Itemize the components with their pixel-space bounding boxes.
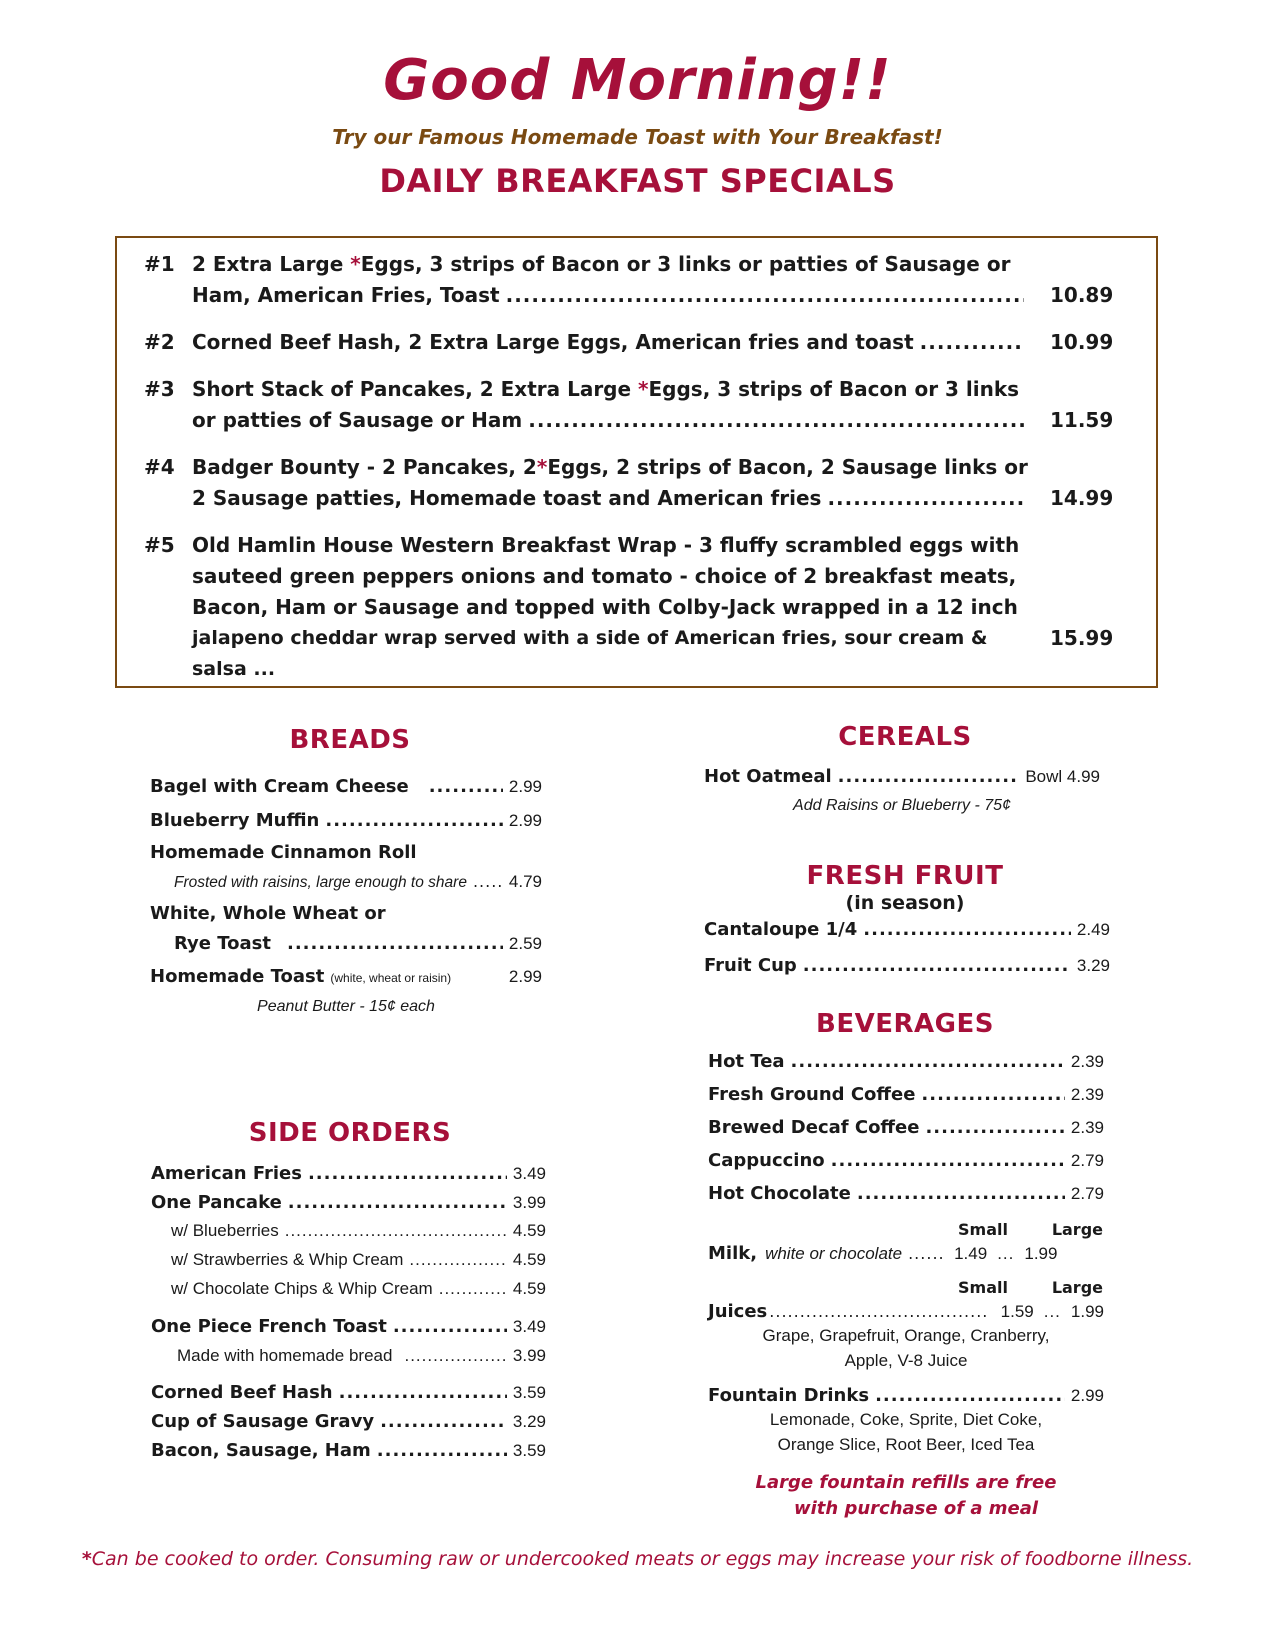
fountain-list: Lemonade, Coke, Sprite, Diet Coke, [769, 1410, 1043, 1429]
special-text: Badger Bounty - 2 Pancakes, 2*Eggs, 2 strips of Bacon, 2 Sausage links or [192, 455, 1028, 479]
special-text: or patties of Sausage or Ham [192, 408, 523, 432]
item-name: Cup of Sausage Gravy [151, 1411, 375, 1432]
item-name: Brewed Decaf Coffee [708, 1117, 920, 1138]
item-name: Fruit Cup [704, 955, 797, 976]
item-name: One Piece French Toast [151, 1316, 387, 1337]
menu-item [174, 933, 542, 954]
item-price: 4.59 [512, 1279, 546, 1298]
special-number: #5 [144, 533, 175, 557]
item-price: 2.99 [508, 967, 542, 986]
item-price: 4.79 [508, 872, 542, 891]
item-price: 2.39 [1070, 1118, 1104, 1137]
item-name: Corned Beef Hash [151, 1382, 333, 1403]
special-number: #1 [144, 252, 175, 276]
menu-item [150, 966, 542, 987]
item-price: 2.99 [508, 777, 542, 796]
item-price: 3.99 [512, 1193, 546, 1212]
refill-note: with purchase of a meal [793, 1498, 1039, 1519]
special-price: 10.89 [1050, 283, 1114, 307]
menu-item [171, 1279, 546, 1299]
item-price: 3.59 [512, 1383, 546, 1402]
special-text: jalapeno cheddar wrap served with a side of American fries, sour cream & salsa ... [192, 627, 988, 680]
size-header: Small Large [958, 1220, 1103, 1239]
page-subtitle: Try our Famous Homemade Toast with Your Breakfast! [332, 125, 943, 149]
item-name: Hot Tea [708, 1051, 785, 1072]
item-name: American Fries [151, 1163, 302, 1184]
menu-item [708, 1051, 1104, 1072]
cereals-heading: CEREALS [838, 722, 972, 752]
item-name: Homemade Cinnamon Roll [150, 842, 417, 863]
menu-item [150, 776, 542, 797]
item-name: Hot Chocolate [708, 1183, 851, 1204]
special-text: Old Hamlin House Western Breakfast Wrap - 3 fluffy scrambled eggs with [192, 533, 1020, 557]
item-name: One Pancake [151, 1192, 282, 1213]
item-price: 3.29 [512, 1412, 546, 1431]
item-name: Bacon, Sausage, Ham [151, 1440, 371, 1461]
menu-item [704, 766, 1100, 787]
item-note: (white, wheat or raisin) [330, 971, 452, 985]
item-price: 2.79 [1070, 1151, 1104, 1170]
special-text: sauteed green peppers onions and tomato - choice of 2 breakfast meats, [192, 564, 1017, 588]
special-text: Ham, American Fries, Toast [192, 283, 500, 307]
menu-item [704, 955, 1110, 976]
beverages-heading: BEVERAGES [816, 1009, 994, 1039]
item-price: 2.99 [508, 811, 542, 830]
item-name: Milk, [708, 1243, 758, 1264]
page-title: Good Morning!! [383, 48, 892, 113]
item-name: Rye Toast [174, 933, 271, 954]
sides-heading: SIDE ORDERS [248, 1118, 452, 1148]
item-name: Homemade Toast [150, 966, 325, 987]
size-header: Small Large [958, 1278, 1103, 1297]
menu-item [708, 1385, 1104, 1406]
specials-heading: DAILY BREAKFAST SPECIALS [379, 162, 896, 200]
special-price: 14.99 [1050, 486, 1114, 510]
item-price: 2.79 [1070, 1184, 1104, 1203]
item-name: Made with homemade bread [177, 1346, 393, 1365]
item-price-large: 1.99 [1024, 1244, 1058, 1263]
special-text: 2 Extra Large *Eggs, 3 strips of Bacon or 3 links or patties of Sausage or [192, 252, 1011, 276]
item-price: 3.59 [512, 1441, 546, 1460]
breads-note: Peanut Butter - 15¢ each [257, 998, 435, 1015]
refill-note: Large fountain refills are free [755, 1472, 1057, 1493]
special-price: 15.99 [1050, 626, 1114, 650]
item-desc: white or chocolate [765, 1244, 903, 1263]
special-text: Short Stack of Pancakes, 2 Extra Large *Eggs, 3 strips of Bacon or 3 links [192, 377, 1020, 401]
item-price: 4.59 [512, 1250, 546, 1269]
item-name: Cappuccino [708, 1150, 825, 1171]
item-price: 3.49 [512, 1164, 546, 1183]
item-name: Juices [708, 1301, 768, 1322]
fruit-heading: FRESH FRUIT [806, 861, 1004, 891]
item-name: Fountain Drinks [708, 1385, 870, 1406]
item-name: Fresh Ground Coffee [708, 1084, 916, 1105]
breads-heading: BREADS [289, 725, 411, 755]
special-number: #2 [144, 330, 175, 354]
menu-item [708, 1183, 1104, 1204]
special-text: 2 Sausage patties, Homemade toast and American fries [192, 486, 822, 510]
menu-item [151, 1382, 546, 1403]
special-price: 10.99 [1050, 330, 1114, 354]
item-price: 2.99 [1070, 1386, 1104, 1405]
menu-item [151, 1316, 546, 1337]
item-price: 2.39 [1070, 1052, 1104, 1071]
menu-item [704, 919, 1110, 940]
menu-item [174, 872, 542, 892]
special-text: Bacon, Ham or Sausage and topped with Colby-Jack wrapped in a 12 inch [192, 595, 1018, 619]
item-name: w/ Blueberries [171, 1221, 279, 1240]
special-number: #4 [144, 455, 175, 479]
fountain-list: Orange Slice, Root Beer, Iced Tea [777, 1435, 1035, 1454]
special-text: Corned Beef Hash, 2 Extra Large Eggs, American fries and toast [192, 330, 914, 354]
menu-item [151, 1411, 546, 1432]
item-name: Cantaloupe 1/4 [704, 919, 858, 940]
menu-item [708, 1117, 1104, 1138]
footer-disclaimer: *Can be cooked to order. Consuming raw or undercooked meats or eggs may increase your risk of foodborne illness. [81, 1548, 1194, 1570]
menu-item [708, 1084, 1104, 1105]
fruit-subheading: (in season) [845, 892, 965, 914]
item-name: Bagel with Cream Cheese [150, 776, 409, 797]
item-name: Hot Oatmeal [704, 766, 832, 787]
menu-item [171, 1221, 546, 1241]
special-price: 11.59 [1050, 408, 1114, 432]
menu-item [151, 1440, 546, 1461]
menu-item [177, 1346, 546, 1366]
item-price: 3.29 [1076, 956, 1110, 975]
item-price: Bowl 4.99 [1025, 767, 1100, 786]
item-name: White, Whole Wheat or [150, 903, 386, 924]
item-price: 2.59 [508, 934, 542, 953]
item-price-large: 1.99 [1070, 1302, 1104, 1321]
item-name: w/ Chocolate Chips & Whip Cream [171, 1279, 433, 1298]
item-price-small: 1.59 [1000, 1302, 1034, 1321]
cereals-note: Add Raisins or Blueberry - 75¢ [793, 797, 1011, 814]
item-name: Blueberry Muffin [150, 810, 320, 831]
menu-item-milk: Milk, white or chocolate ..... 1.49 ... 1.99 [708, 1243, 1104, 1264]
item-price: 4.59 [512, 1221, 546, 1240]
juices-list: Grape, Grapefruit, Orange, Cranberry, [762, 1326, 1050, 1345]
item-price: 3.49 [512, 1317, 546, 1336]
menu-item [171, 1250, 546, 1270]
menu-item [151, 1192, 546, 1213]
item-name: w/ Strawberries & Whip Cream [171, 1250, 404, 1269]
item-price-small: 1.49 [954, 1244, 988, 1263]
menu-item [708, 1150, 1104, 1171]
item-price: 2.39 [1070, 1085, 1104, 1104]
menu-item [150, 810, 542, 831]
menu-item [151, 1163, 546, 1184]
special-number: #3 [144, 377, 175, 401]
item-price: 2.49 [1076, 920, 1110, 939]
juices-list: Apple, V-8 Juice [844, 1351, 968, 1370]
item-price: 3.99 [512, 1346, 546, 1365]
menu-item-juices: Juices ..... 1.59 ... 1.99 [708, 1301, 1104, 1322]
item-desc: Frosted with raisins, large enough to share [174, 874, 467, 891]
